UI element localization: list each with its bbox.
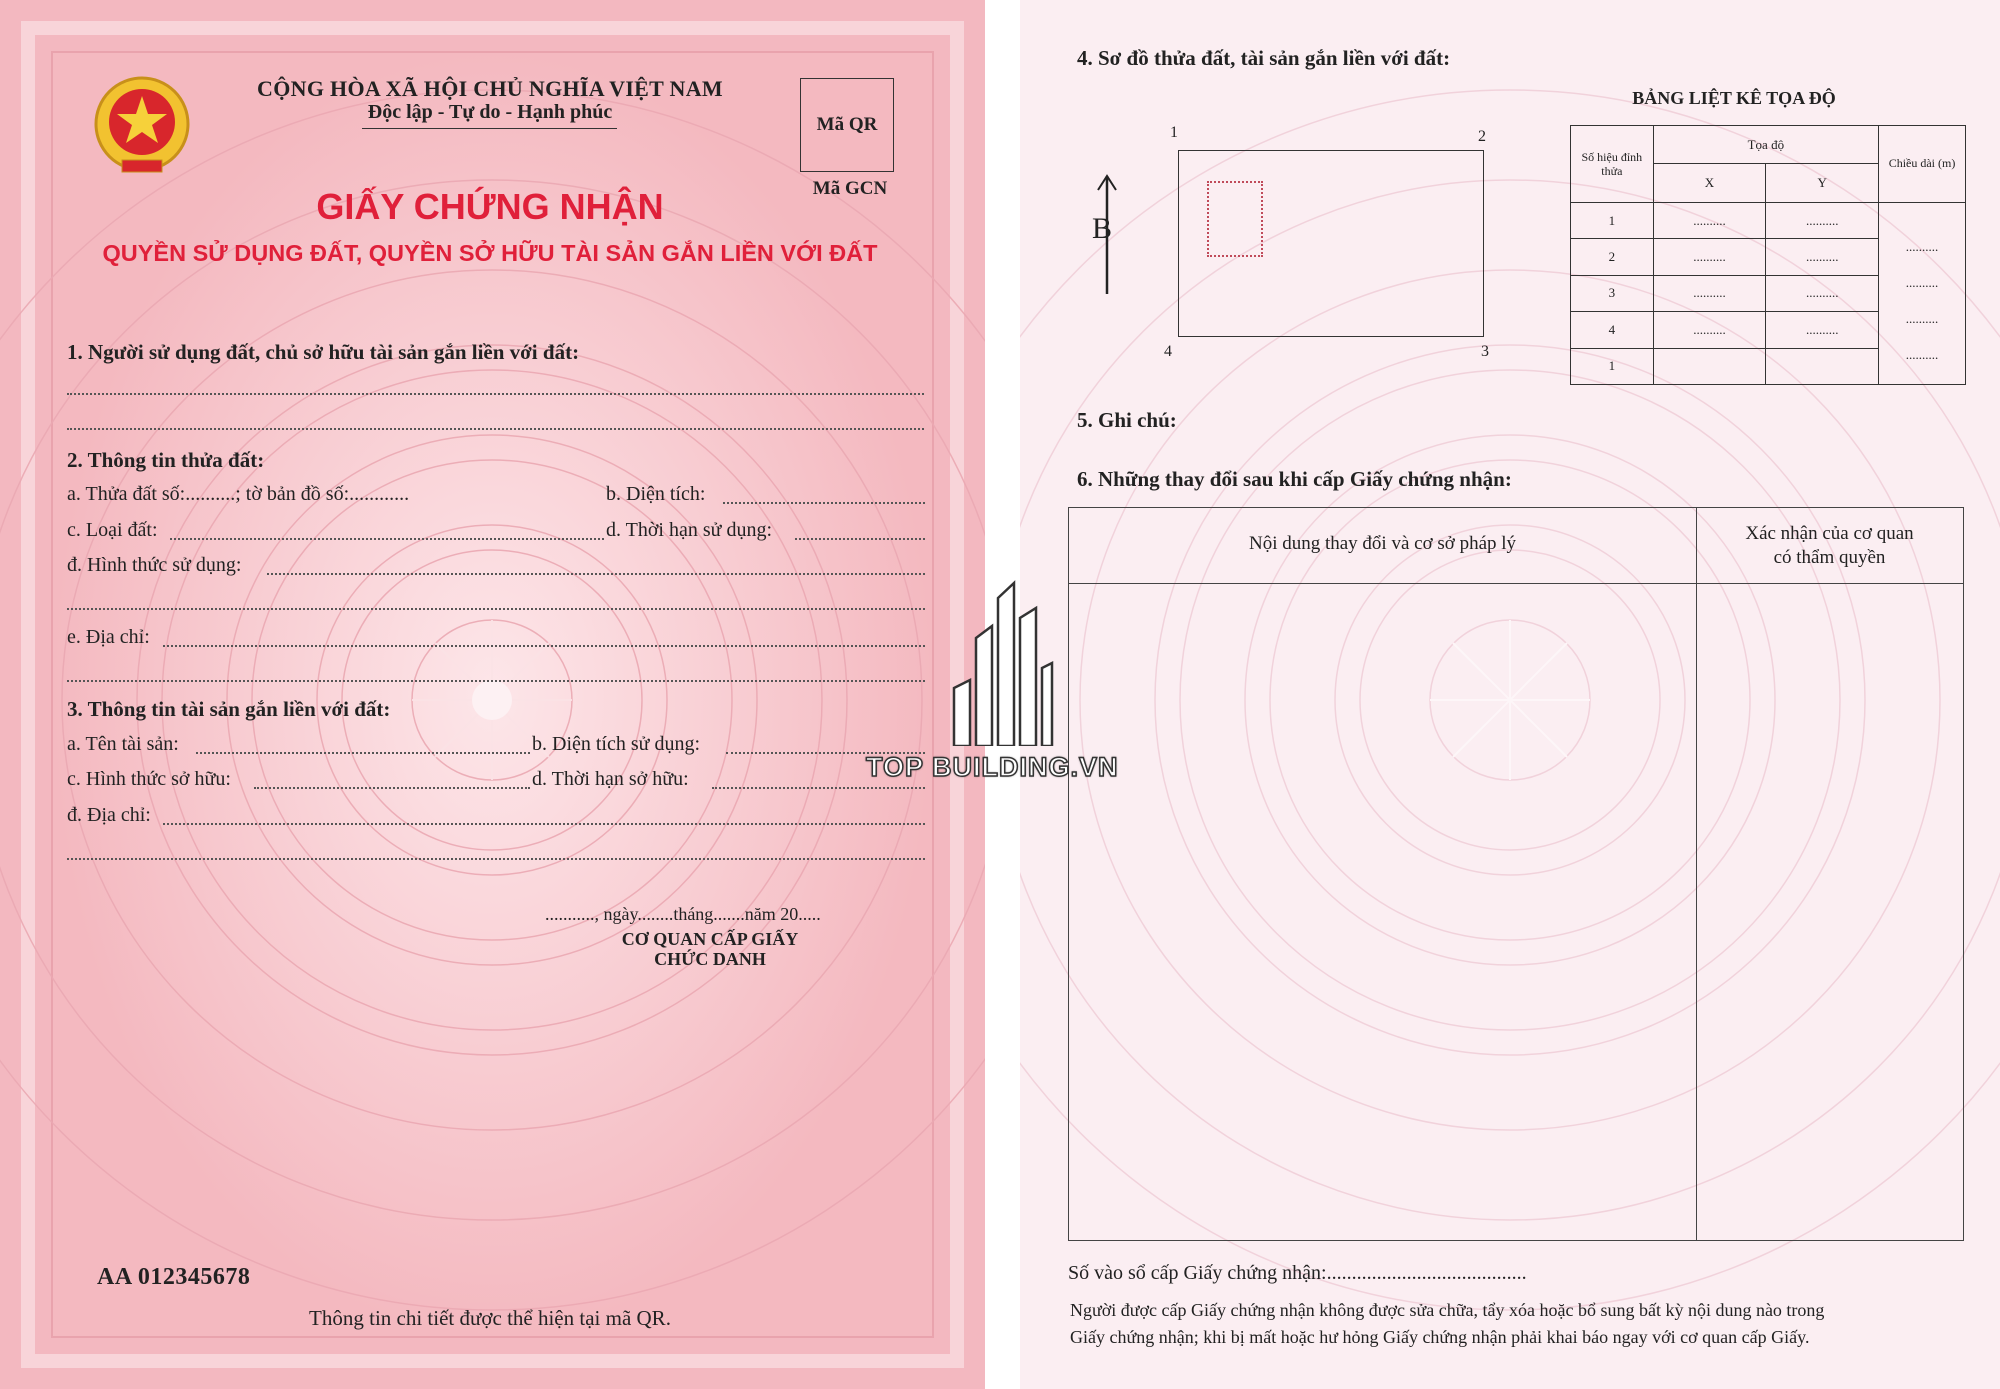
col-change-content-header: Nội dung thay đổi và cơ sở pháp lý (1248, 533, 1517, 554)
corner-label: 2 (1478, 128, 1486, 145)
confirmation-header-line: Xác nhận của cơ quan (1745, 523, 1914, 544)
row-y: .......... (1766, 202, 1879, 238)
parcel-number-field: a. Thửa đất số:..........; tờ bản đồ số:............ (67, 483, 410, 505)
table-header-divider (1069, 583, 1963, 584)
dotted-line (163, 823, 925, 825)
row-point-id: 4 (1571, 312, 1654, 348)
coord-table-title-text: BẢNG LIỆT KÊ TỌA ĐỘ (1632, 88, 1836, 108)
area-field-label: b. Diện tích: (606, 483, 706, 505)
corner-label: 4 (1164, 343, 1172, 360)
dotted-line (67, 428, 924, 430)
dotted-line (254, 787, 530, 789)
confirmation-header-line: có thẩm quyền (1773, 547, 1886, 568)
motto-underline (362, 128, 617, 129)
row-x: .......... (1653, 275, 1766, 311)
watermark-text: TOP BUILDING.VN (866, 752, 1119, 782)
col-point-header: Số hiệu đỉnh thửa (1571, 126, 1654, 203)
asset-address-label: đ. Địa chỉ: (67, 804, 151, 826)
dotted-line (196, 752, 530, 754)
length-value: .......... (1905, 346, 1939, 362)
length-value: .......... (1905, 274, 1939, 290)
row-point-id: 1 (1571, 348, 1654, 384)
coordinate-table (1570, 125, 1966, 385)
section6-heading: 6. Những thay đổi sau khi cấp Giấy chứng nhận: (1077, 467, 1512, 491)
issuing-authority: CƠ QUAN CẤP GIẤY (621, 929, 799, 949)
gcn-code-label: Mã GCN (812, 178, 888, 199)
length-value: .......... (1905, 310, 1939, 326)
col-y-header: Y (1766, 164, 1879, 202)
row-point-id: 3 (1571, 275, 1654, 311)
row-y: .......... (1766, 312, 1879, 348)
coord-table-title (1576, 88, 1892, 109)
qr-code-box: Mã QR (800, 78, 894, 172)
dotted-line (712, 787, 925, 789)
motto: Độc lập - Tự do - Hạnh phúc (367, 101, 613, 123)
certificate-title: GIẤY CHỨNG NHẬN (316, 186, 664, 227)
dotted-line (170, 538, 604, 540)
col-coord-header: Tọa độ (1653, 126, 1878, 164)
dotted-line (67, 608, 925, 610)
corner-label: 1 (1170, 124, 1178, 141)
row-y: .......... (1766, 275, 1879, 311)
row-x (1653, 348, 1766, 384)
building-logo-icon (944, 568, 1056, 746)
section2-heading: 2. Thông tin thửa đất: (67, 448, 265, 472)
length-value: .......... (1905, 238, 1939, 254)
parcel-address-label: e. Địa chỉ: (67, 626, 150, 648)
changes-table (1068, 507, 1964, 1241)
section5-heading: 5. Ghi chú: (1077, 408, 1177, 432)
signer-position: CHỨC DANH (654, 949, 766, 969)
corner-label: 3 (1481, 343, 1489, 360)
section4-heading: 4. Sơ đồ thửa đất, tài sản gắn liền với đất: (1077, 46, 1451, 70)
row-y (1766, 348, 1879, 384)
dotted-line (795, 538, 925, 540)
certificate-back-page (1020, 0, 2000, 1389)
dotted-line (723, 502, 925, 504)
usable-area-label: b. Diện tích sử dụng: (532, 733, 701, 755)
notice-line: Giấy chứng nhận; khi bị mất hoặc hư hỏng Giấy chứng nhận phải khai báo ngay với cơ quan cấp Giấy. (1070, 1327, 1810, 1347)
land-type-label: c. Loại đất: (67, 519, 158, 541)
country-name: CỘNG HÒA XÃ HỘI CHỦ NGHĨA VIỆT NAM (257, 76, 723, 101)
serial-number: AA 012345678 (97, 1264, 251, 1290)
use-term-label: d. Thời hạn sử dụng: (606, 519, 773, 541)
col-x-header: X (1653, 164, 1766, 202)
national-emblem-icon (92, 72, 192, 182)
register-number-line: Số vào sổ cấp Giấy chứng nhận:........................................ (1068, 1262, 1527, 1284)
row-y: .......... (1766, 239, 1879, 275)
dotted-line (67, 680, 925, 682)
dotted-line (163, 645, 925, 647)
section3-heading: 3. Thông tin tài sản gắn liền với đất: (67, 697, 391, 721)
ownership-term-label: d. Thời hạn sở hữu: (532, 768, 689, 790)
table-divider (1696, 508, 1697, 1240)
issue-date-line: ..........., ngày........tháng.......năm 20..... (545, 904, 821, 924)
notice-line: Người được cấp Giấy chứng nhận không được sửa chữa, tẩy xóa hoặc bổ sung bất kỳ nội dung nào trong (1070, 1300, 1825, 1320)
use-form-label: đ. Hình thức sử dụng: (67, 554, 242, 576)
row-x: .......... (1653, 239, 1766, 275)
certificate-subtitle: QUYỀN SỬ DỤNG ĐẤT, QUYỀN SỞ HỮU TÀI SẢN GẮN LIỀN VỚI ĐẤT (102, 240, 878, 266)
asset-name-label: a. Tên tài sản: (67, 733, 179, 755)
qr-footer-note: Thông tin chi tiết được thể hiện tại mã QR. (309, 1306, 671, 1330)
row-x: .......... (1653, 202, 1766, 238)
col-confirmation-header (1696, 522, 1963, 570)
certificate-front-page (0, 0, 985, 1389)
north-label: B (1092, 212, 1113, 245)
dotted-line (267, 573, 925, 575)
row-x: .......... (1653, 312, 1766, 348)
section1-heading: 1. Người sử dụng đất, chủ sở hữu tài sản gắn liền với đất: (67, 340, 580, 364)
ownership-form-label: c. Hình thức sở hữu: (67, 768, 231, 790)
row-point-id: 2 (1571, 239, 1654, 275)
building-footprint (1207, 181, 1263, 257)
row-point-id: 1 (1571, 202, 1654, 238)
length-column (1879, 202, 1966, 384)
dotted-line (67, 393, 924, 395)
dotted-line (67, 858, 925, 860)
col-length-header: Chiều dài (m) (1879, 126, 1966, 203)
